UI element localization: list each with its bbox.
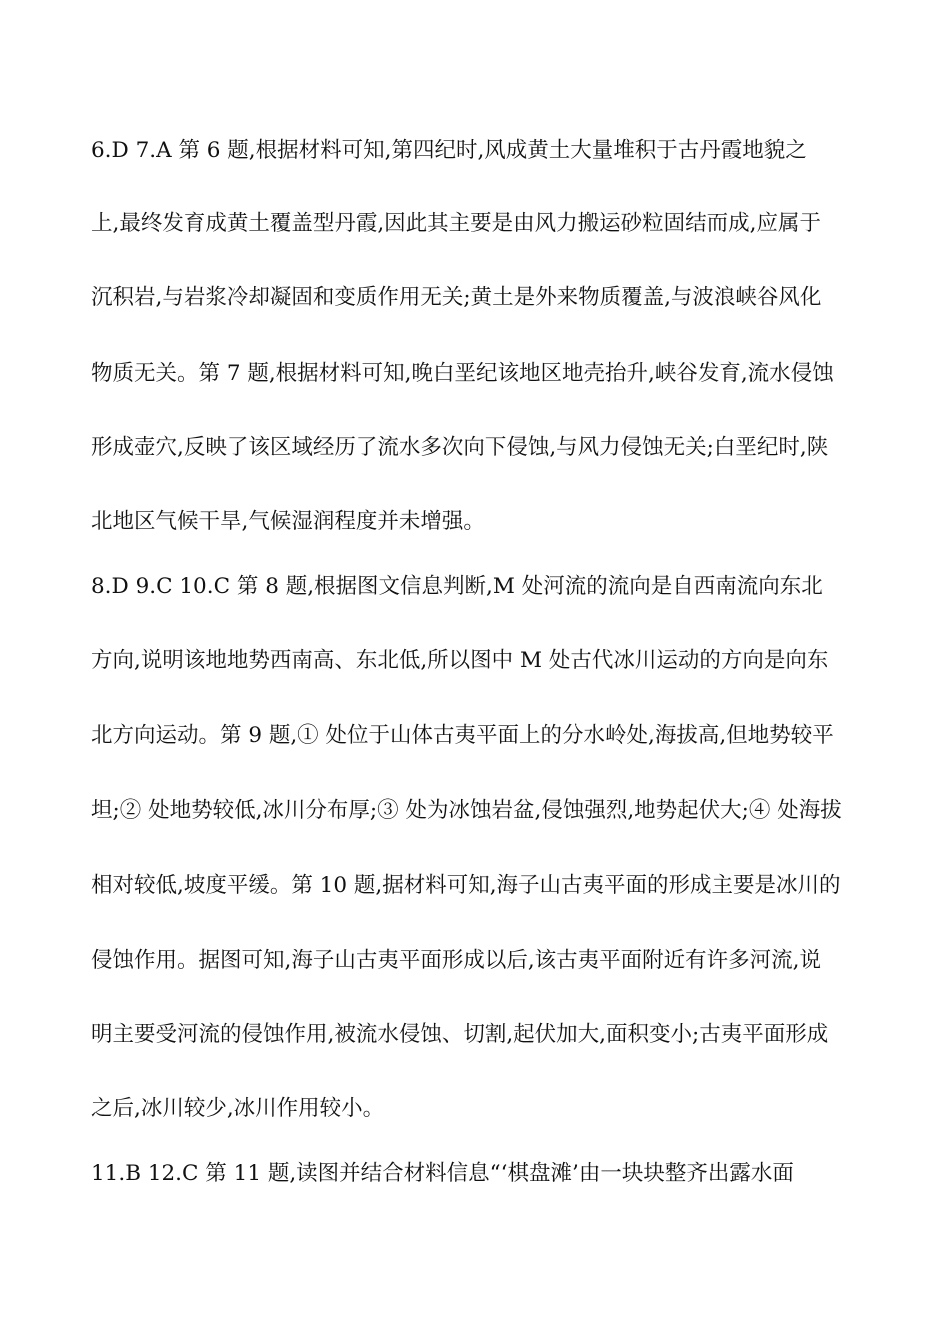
text-line-13: 明主要受河流的侵蚀作用,被流水侵蚀、切割,起伏加大,面积变小;古夷平面形成 [91,1022,829,1047]
text-line-6: 北地区气候干旱,气候湿润程度并未增强。 [91,509,485,534]
text-line-15: 11.B 12.C 第 11 题,读图并结合材料信息“‘棋盘滩’由一块块整齐出露水面 [91,1161,794,1186]
text-line-3: 沉积岩,与岩浆冷却凝固和变质作用无关;黄土是外来物质覆盖,与波浪峡谷风化 [91,285,822,310]
text-line-14: 之后,冰川较少,冰川作用较小。 [91,1096,385,1121]
text-line-11: 相对较低,坡度平缓。第 10 题,据材料可知,海子山古夷平面的形成主要是冰川的 [91,873,841,898]
text-line-9: 北方向运动。第 9 题,① 处位于山体古夷平面上的分水岭处,海拔高,但地势较平 [91,723,834,748]
text-line-5: 形成壶穴,反映了该区域经历了流水多次向下侵蚀,与风力侵蚀无关;白垩纪时,陕 [91,435,829,460]
text-line-1: 6.D 7.A 第 6 题,根据材料可知,第四纪时,风成黄土大量堆积于古丹霞地貌之 [91,138,807,163]
text-line-10: 坦;② 处地势较低,冰川分布厚;③ 处为冰蚀岩盆,侵蚀强烈,地势起伏大;④ 处海拔 [91,798,842,823]
text-line-8: 方向,说明该地地势西南高、东北低,所以图中 M 处古代冰川运动的方向是向东 [91,648,829,673]
text-line-2: 上,最终发育成黄土覆盖型丹霞,因此其主要是由风力搬运砂粒固结而成,应属于 [91,211,822,236]
text-line-7: 8.D 9.C 10.C 第 8 题,根据图文信息判断,M 处河流的流向是自西南流向东北 [91,574,823,599]
text-line-4: 物质无关。第 7 题,根据材料可知,晚白垩纪该地区地壳抬升,峡谷发育,流水侵蚀 [91,361,834,386]
text-line-12: 侵蚀作用。据图可知,海子山古夷平面形成以后,该古夷平面附近有许多河流,说 [91,948,822,973]
